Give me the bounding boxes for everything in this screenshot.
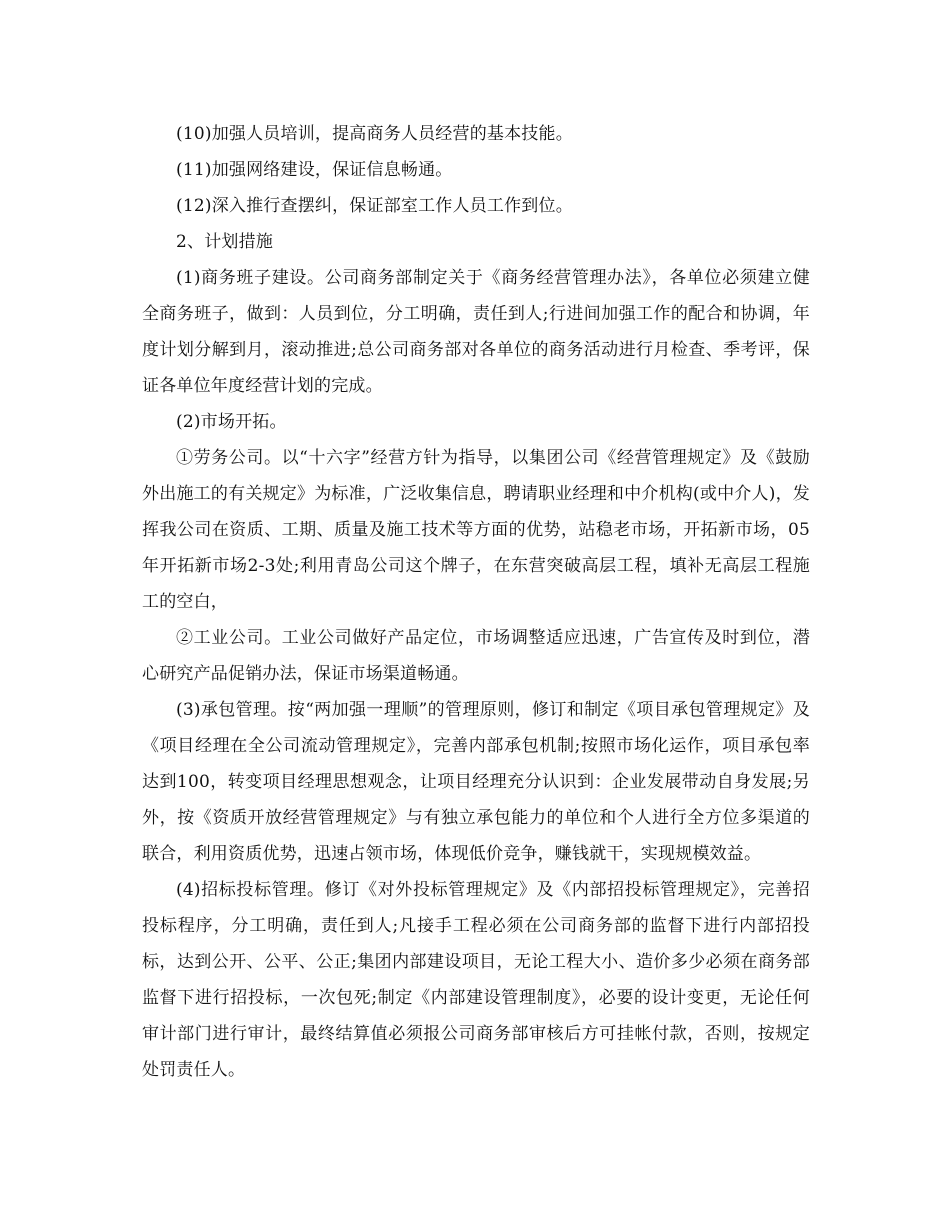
section-heading-plan-measures: 2、计划措施 — [176, 232, 274, 252]
document-page — [142, 116, 810, 1088]
paragraph-item-12: (12)深入推行查摆纠，保证部室工作人员工作到位。 — [176, 196, 573, 216]
paragraph-item-11: (11)加强网络建设，保证信息畅通。 — [176, 160, 453, 180]
paragraph-labor-company: ①劳务公司。以“十六字”经营方针为指导，以集团公司《经营管理规定》及《鼓励外出施工的有关规定》为标准，广泛收集信息，聘请职业经理和中介机构(或中介人)，发挥我公司在资质、工期、质量及施工技术等方面的优势，站稳老市场，开拓新市场，05年开拓新市场2-3处;利用青岛公司这个牌子，在东营突破高层工程，填补无高层工程施工的空白， — [142, 448, 810, 612]
paragraph-business-team: (1)商务班子建设。公司商务部制定关于《商务经营管理办法》，各单位必须建立健全商务班子，做到：人员到位，分工明确，责任到人;行进间加强工作的配合和协调，年度计划分解到月，滚动推进;总公司商务部对各单位的商务活动进行月检查、季考评，保证各单位年度经营计划的完成。 — [142, 268, 810, 396]
paragraph-market-expansion: (2)市场开拓。 — [176, 412, 287, 432]
paragraph-contract-management: (3)承包管理。按“两加强一理顺”的管理原则，修订和制定《项目承包管理规定》及《项目经理在全公司流动管理规定》，完善内部承包机制;按照市场化运作，项目承包率达到100，转变项目经理思想观念，让项目经理充分认识到：企业发展带动自身发展;另外，按《资质开放经营管理规定》与有独立承包能力的单位和个人进行全方位多渠道的联合，利用资质优势，迅速占领市场，体现低价竞争，赚钱就干，实现规模效益。 — [142, 700, 810, 864]
paragraph-industrial-company: ②工业公司。工业公司做好产品定位，市场调整适应迅速，广告宣传及时到位，潜心研究产品促销办法，保证市场渠道畅通。 — [142, 628, 810, 684]
paragraph-item-10: (10)加强人员培训，提高商务人员经营的基本技能。 — [176, 124, 573, 144]
paragraph-bidding-management: (4)招标投标管理。修订《对外投标管理规定》及《内部招投标管理规定》，完善招投标程序，分工明确，责任到人;凡接手工程必须在公司商务部的监督下进行内部招投标，达到公开、公平、公正;集团内部建设项目，无论工程大小、造价多少必须在商务部监督下进行招投标，一次包死;制定《内部建设管理制度》，必要的设计变更，无论任何审计部门进行审计，最终结算值必须报公司商务部审核后方可挂帐付款，否则，按规定处罚责任人。 — [142, 880, 810, 1080]
